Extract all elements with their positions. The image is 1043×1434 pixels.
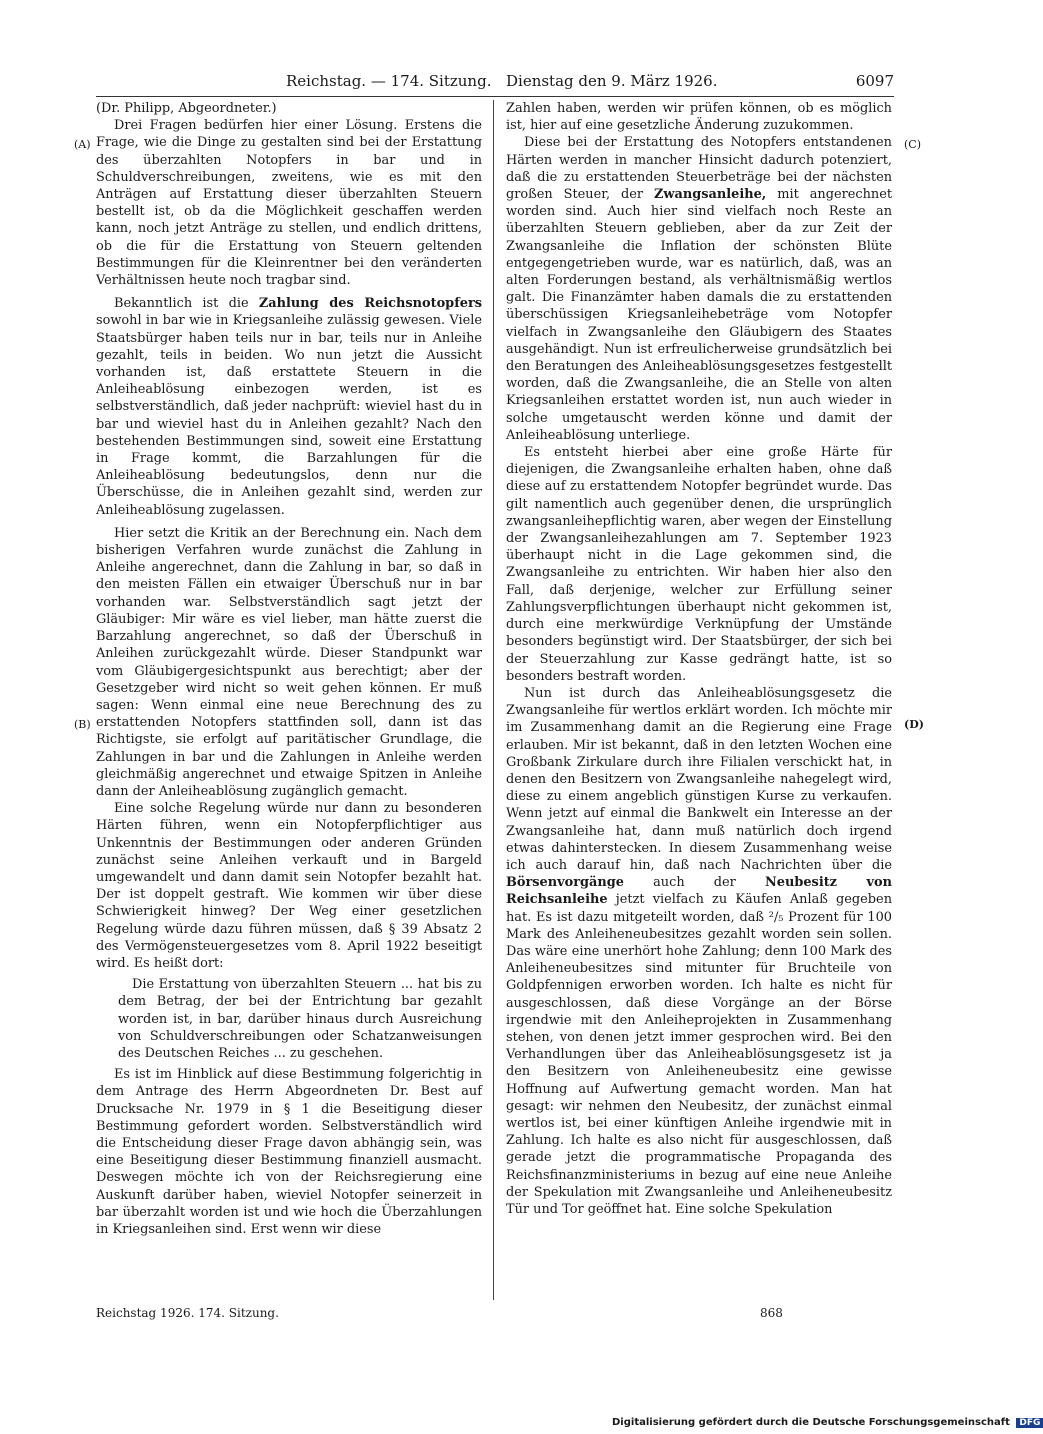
emphasis: Zwangsanleihe, (654, 187, 767, 203)
right-column (506, 100, 892, 1218)
paragraph: Diese bei der Erstattung des Notopfers entstandenen Härten werden in mancher Hinsicht dadurch potenziert, daß die zu erstattenden Steuerbeträge bei der nächsten großen Steuer, der Zwangsanleihe, mit angerechnet worden sind. Auch hier sind vielfach noch Reste an überzahlten Steuern geblieben, aber da zur Zeit der Zwangsanleihe die Inflation der schönsten Blüte entgegengetrieben wurde, war es natürlich, daß, was an alten Forderungen bestand, als verhältnismäßig wertlos galt. Die Finanzämter haben damals die zu erstattenden überschüssigen Kriegsanleihebeträge vom Notopfer vielfach in Zwangsanleihe den Gläubigern des Staates ausgehändigt. Nun ist erfreulicherweise grundsätzlich bei den Beratungen des Anleiheablösungsgesetzes festgestellt worden, daß die Zwangsanleihe, die an Stelle von alten Kriegsanleihen erstattet worden ist, nun auch wieder in solche umgetauscht werden könne und damit der Anleiheablösung unterliege. (506, 135, 892, 443)
margin-marker-b: (B) (74, 718, 91, 731)
dfg-logo: DFG (1016, 1418, 1043, 1428)
dfg-credit (612, 1417, 1043, 1428)
paragraph: Eine solche Regelung würde nur dann zu besonderen Härten führen, wenn ein Notopferpflichtiger aus Unkenntnis der Bestimmungen oder anderen Gründen zunächst seine Anleihen verkauft und in Bargeld umgewandelt und dann damit sein Notopfer bezahlt hat. Der ist doppelt gestraft. Wie kommen wir über diese Schwierigkeit hinweg? Der Weg einer gesetzlichen Regelung würde dazu führen müssen, daß § 39 Absatz 2 des Vermögensteuergesetzes vom 8. April 1922 beseitigt wird. Es heißt dort: (96, 801, 482, 971)
margin-marker-a: (A) (74, 138, 91, 151)
margin-marker-d: (D) (904, 718, 924, 731)
paragraph: Es ist im Hinblick auf diese Bestimmung folgerichtig in dem Antrage des Herrn Abgeordneten Dr. Best auf Drucksache Nr. 1979 in § 1 die Beseitigung dieser Bestimmung gefordert worden. Selbstverständlich wird die Entscheidung dieser Frage davon abhängig sein, was eine Beseitigung dieser Bestimmung finanziell ausmacht. Deswegen möchte ich von der Reichsregierung eine Auskunft darüber haben, wieviel Notopfer seinerzeit in bar überzahlt worden ist und wie hoch die Überzahlungen in Kriegsanleihen sind. Erst wenn wir diese (96, 1067, 482, 1237)
left-column (96, 100, 482, 1238)
emphasis: Zahlung des Reichsnotopfers (258, 296, 482, 312)
paragraph: Bekanntlich ist die Zahlung des Reichsnotopfers sowohl in bar wie in Kriegsanleihe zulässig gewesen. Viele Staatsbürger haben teils nur in bar, teils nur in Anleihe gezahlt, teils in beiden. Wo nun jetzt die Aussicht vorhanden ist, daß erstattete Steuern in die Anleiheablösung einbezogen werden, ist es selbstverständlich, daß jeder nachprüft: wieviel hast du in bar und wieviel hast du in Anleihen gezahlt? Nach den bestehenden Bestimmungen sind, soweit eine Erstattung in Frage kommt, die Barzahlungen für die Anleiheablösung bedeutungslos, denn nur die Überschüsse, die in Anleihen gezahlt sind, werden zur Anleiheablösung zugelassen. (96, 296, 482, 518)
header-session: Reichstag. — 174. Sitzung. (286, 72, 492, 90)
margin-marker-c: (C) (904, 138, 921, 151)
footer-left: Reichstag 1926. 174. Sitzung. (96, 1306, 279, 1320)
footer-sheet: 868 (760, 1306, 783, 1320)
paragraph: Nun ist durch das Anleiheablösungsgesetz die Zwangsanleihe für wertlos erklärt worden. Ich möchte mir im Zusammenhang damit an die Regierung eine Frage erlauben. Mir ist bekannt, daß in den letzten Wochen eine Großbank Zirkulare durch ihre Filialen verschickt hat, in denen den Besitzern von Zwangsanleihe nahegelegt wird, diese zu einem angeblich günstigen Kurse zu verkaufen. Wenn jetzt auf einmal die Bankwelt ein Interesse an der Zwangsanleihe hat, dann muß natürlich doch irgend etwas dahinterstecken. In diesem Zusammenhang weise ich auch darauf hin, daß nach Nachrichten über die Börsenvorgänge auch der Neubesitz von Reichsanleihe jetzt vielfach zu Käufen Anlaß gegeben hat. Es ist dazu mitgeteilt worden, daß ²/₅ Prozent für 100 Mark des Anleiheneubesitzes gezahlt worden sein sollen. Das wäre eine unerhört hohe Zahlung; denn 100 Mark des Anleiheneubesitzes sind mitunter für Bruchteile von Goldpfennigen erworben worden. Ich halte es nicht für ausgeschlossen, daß diese Vorgänge an der Börse irgendwie mit den Anleiheprojekten in Zusammenhang stehen, von denen jetzt immer gesprochen wird. Bei den Verhandlungen über das Anleiheablösungsgesetz ist ja den Besitzern von Anleiheneubesitz eine gewisse Hoffnung auf Aufwertung gemacht worden. Man hat gesagt: wir nehmen den Neubesitz, der zunächst einmal wertlos ist, bei einer künftigen Anleihe irgendwie mit in Zahlung. Ich halte es also nicht für ausgeschlossen, daß gerade jetzt die programmatische Propaganda des Reichsfinanzministeriums in bezug auf eine neue Anleihe der Spekulation mit Zwangsanleihe und Anleiheneubesitz Tür und Tor geöffnet hat. Eine solche Spekulation (506, 685, 892, 1217)
emphasis: Börsenvorgänge (506, 875, 624, 891)
paragraph: Drei Fragen bedürfen hier einer Lösung. Erstens die Frage, wie die Dinge zu gestalten sind bei der Erstattung des überzahlten Notopfers in bar und in Schuldverschreibungen, zweitens, wie es mit den Anträgen auf Erstattung dieser überzahlten Steuern bestellt ist, ob da die Möglichkeit geschaffen werden kann, noch jetzt Anträge zu stellen, und endlich drittens, ob die für die Erstattung von Steuern geltenden Bestimmungen für die Kleinrentner bei den veränderten Verhältnissen heute noch tragbar sind. (96, 118, 482, 289)
running-header (96, 70, 894, 97)
page-number: 6097 (855, 72, 894, 90)
emphasis: Neubesitz von Reichsanleihe (506, 875, 892, 908)
paragraph: Es entsteht hierbei aber eine große Härte für diejenigen, die Zwangsanleihe erhalten haben, ohne daß diese auf zu erstattendem Notopfer begründet wurde. Das gilt namentlich auch gegenüber denen, die ursprünglich zwangsanleihepflichtig waren, aber wegen der Einstellung der Zwangsanleihezahlungen am 7. September 1923 überhaupt nicht in die Lage gekommen sind, die Zwangsanleihe zu entrichten. Wir haben hier also den Fall, daß derjenige, welcher zur Erfüllung seiner Zahlungsverpflichtungen überhaupt nicht gekommen ist, durch eine merkwürdige Verknüpfung der Umstände besonders begünstigt wird. Der Staatsbürger, der sich bei der Steuerzahlung zur Kasse gedrängt hatte, ist so besonders bestraft worden. (506, 445, 892, 684)
column-divider (493, 100, 494, 1300)
header-date: Dienstag den 9. März 1926. (506, 72, 718, 90)
credit-text: Digitalisierung gefördert durch die Deutsche Forschungsgemeinschaft (612, 1417, 1010, 1428)
block-quote: Die Erstattung von überzahlten Steuern ... hat bis zu dem Betrag, der bei der Entrichtung bar gezahlt worden ist, in bar, darüber hinaus durch Ausreichung von Schuldverschreibungen oder Schatzanweisungen des Deutschen Reiches ... zu geschehen. (118, 977, 482, 1061)
paragraph: Zahlen haben, werden wir prüfen können, ob es möglich ist, hier auf eine gesetzliche Änderung zuzukommen. (506, 101, 892, 134)
speaker-label: (Dr. Philipp, Abgeordneter.) (96, 101, 277, 116)
paragraph: Hier setzt die Kritik an der Berechnung ein. Nach dem bisherigen Verfahren wurde zunächst die Zahlung in Anleihe angerechnet, dann die Zahlung in bar, so daß in den meisten Fällen ein etwaiger Überschuß nur in bar vorhanden war. Selbstverständlich sagt jetzt der Gläubiger: Mir wäre es viel lieber, man hätte zuerst die Barzahlung angerechnet, so daß der Überschuß in Anleihen zurückgezahlt würde. Dieser Standpunkt war vom Gläubigergesichtspunkt aus berechtigt; aber der Gesetzgeber wird nicht so weit gehen können. Er muß sagen: Wenn einmal eine neue Berechnung des zu erstattenden Notopfers stattfinden soll, dann ist das Richtigste, sie erfolgt auf paritätischer Grundlage, die Zahlungen in bar und die Zahlungen in Anleihe werden gleichmäßig angerechnet und etwaige Spitzen in Anleihe dann der Anleiheablösung zugänglich gemacht. (96, 525, 482, 799)
